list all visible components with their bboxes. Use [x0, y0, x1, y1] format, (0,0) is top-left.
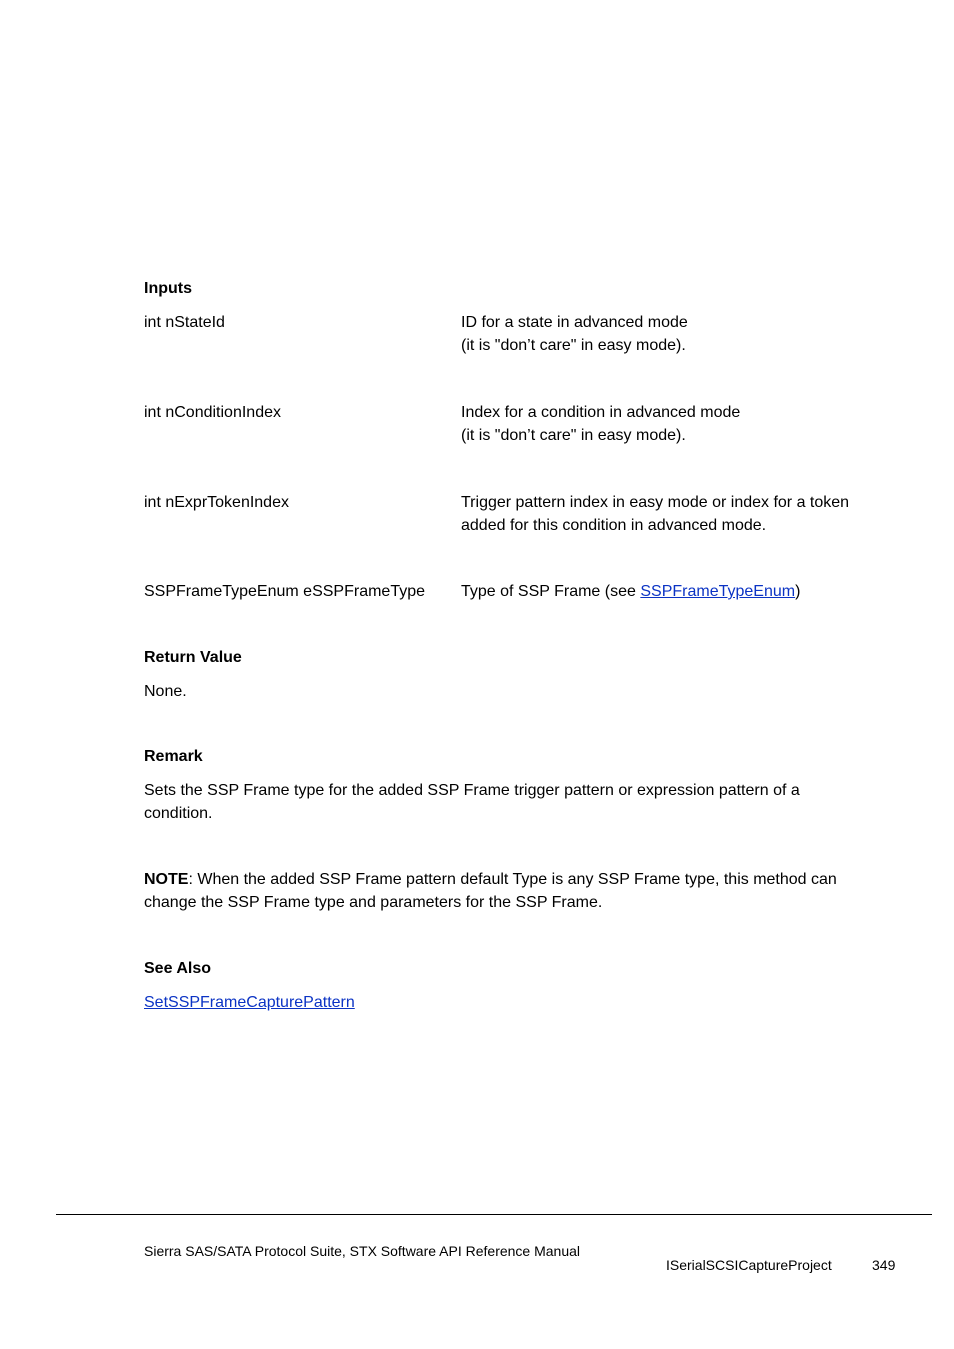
- param-desc-line: ID for a state in advanced mode: [461, 314, 688, 331]
- return-value-text: None.: [144, 683, 187, 700]
- footer-page-number: 349: [872, 1257, 896, 1273]
- footer-section-name: ISerialSCSICaptureProject: [666, 1257, 832, 1273]
- note-text: : When the added SSP Frame pattern default Type is any SSP Frame type, this method can: [188, 871, 837, 888]
- param-desc-nstateid: [461, 311, 901, 357]
- footer-manual-title: Sierra SAS/SATA Protocol Suite, STX Software API Reference Manual: [144, 1243, 581, 1259]
- param-desc-nexprtokenindex: [461, 491, 901, 537]
- note-paragraph: [144, 868, 894, 914]
- remark-line: Sets the SSP Frame type for the added SSP Frame trigger pattern or expression pattern of a: [144, 782, 800, 799]
- param-desc-line: Trigger pattern index in easy mode or index for a token: [461, 494, 850, 511]
- param-name-nexprtokenindex: int nExprTokenIndex: [144, 494, 289, 511]
- remark-heading: Remark: [144, 748, 203, 765]
- note-line-1: [144, 868, 894, 891]
- footer-divider: [56, 1214, 932, 1215]
- param-name-nconditionindex: int nConditionIndex: [144, 404, 281, 421]
- param-desc-line: Index for a condition in advanced mode: [461, 404, 741, 421]
- param-desc-prefix: Type of SSP Frame (see: [461, 583, 641, 600]
- param-desc-line: (it is "don’t care" in easy mode).: [461, 427, 686, 444]
- inputs-heading: Inputs: [144, 280, 192, 297]
- param-name-nstateid: int nStateId: [144, 314, 225, 331]
- param-desc-nconditionindex: [461, 401, 901, 447]
- remark-paragraph: [144, 779, 894, 825]
- note-label: NOTE: [144, 871, 189, 888]
- note-line-2: change the SSP Frame type and parameters for the SSP Frame.: [144, 894, 603, 911]
- param-desc-essptype: [461, 580, 901, 603]
- return-value-heading: Return Value: [144, 649, 242, 666]
- see-also-heading: See Also: [144, 960, 211, 977]
- param-desc-line: added for this condition in advanced mode.: [461, 517, 767, 534]
- param-desc-suffix: ): [795, 583, 801, 600]
- param-name-essptype: SSPFrameTypeEnum eSSPFrameType: [144, 583, 425, 600]
- sspframetypeenum-link[interactable]: SSPFrameTypeEnum: [640, 583, 796, 600]
- setsspframecapturepattern-link[interactable]: SetSSPFrameCapturePattern: [144, 994, 355, 1011]
- see-also-row: [144, 991, 894, 1014]
- param-desc-line: (it is "don’t care" in easy mode).: [461, 337, 686, 354]
- remark-line: condition.: [144, 805, 213, 822]
